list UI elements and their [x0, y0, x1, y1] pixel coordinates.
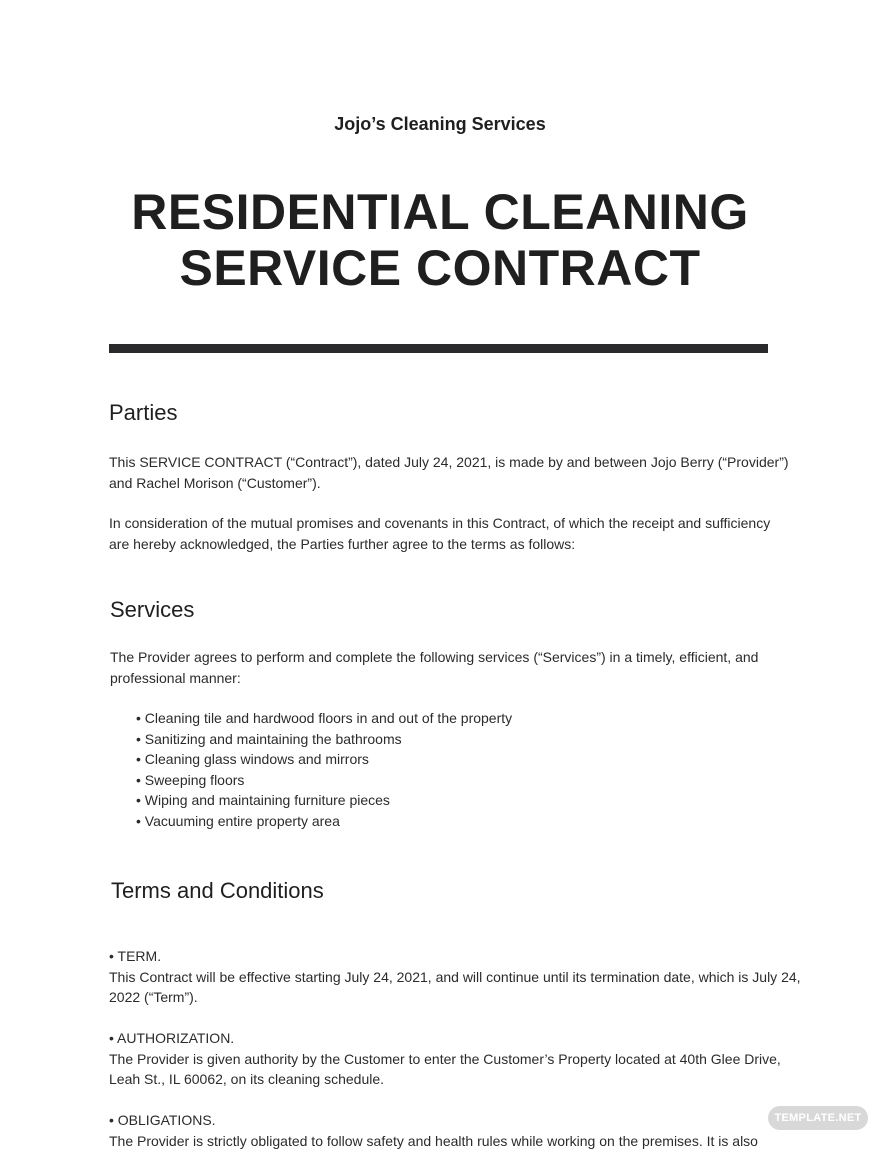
- text-line: The Provider agrees to perform and complete the following services (“Services”) in a timely, efficient, and: [110, 647, 758, 668]
- text-line: 2022 (“Term”).: [109, 987, 801, 1008]
- services-list: [136, 708, 512, 831]
- template-watermark: TEMPLATE.NET: [768, 1106, 868, 1130]
- authorization-clause: [109, 1028, 781, 1090]
- obligations-clause: [109, 1110, 758, 1151]
- text-line: The Provider is strictly obligated to follow safety and health rules while working on the premises. It is also: [109, 1131, 758, 1151]
- list-item: • Cleaning tile and hardwood floors in and out of the property: [136, 708, 512, 729]
- text-line: This Contract will be effective starting July 24, 2021, and will continue until its termination date, which is July 24,: [109, 967, 801, 988]
- term-label: • TERM.: [109, 946, 801, 967]
- terms-heading: Terms and Conditions: [111, 878, 324, 904]
- list-item: • Cleaning glass windows and mirrors: [136, 749, 512, 770]
- parties-heading: Parties: [109, 400, 177, 426]
- obligations-label: • OBLIGATIONS.: [109, 1110, 758, 1131]
- list-item: • Sanitizing and maintaining the bathrooms: [136, 729, 512, 750]
- list-item: • Vacuuming entire property area: [136, 811, 512, 832]
- list-item: • Sweeping floors: [136, 770, 512, 791]
- services-intro: [110, 647, 758, 688]
- text-line: The Provider is given authority by the Customer to enter the Customer’s Property located at 40th Glee Drive,: [109, 1049, 781, 1070]
- authorization-label: • AUTHORIZATION.: [109, 1028, 781, 1049]
- text-line: Leah St., IL 60062, on its cleaning schedule.: [109, 1069, 781, 1090]
- text-line: In consideration of the mutual promises and covenants in this Contract, of which the receipt and sufficiency: [109, 513, 770, 534]
- text-line: and Rachel Morison (“Customer”).: [109, 473, 789, 494]
- title-divider: [109, 344, 768, 353]
- title-line-2: SERVICE CONTRACT: [0, 240, 880, 296]
- parties-paragraph-2: [109, 513, 770, 554]
- text-line: This SERVICE CONTRACT (“Contract”), dated July 24, 2021, is made by and between Jojo Berry (“Provider”): [109, 452, 789, 473]
- services-heading: Services: [110, 597, 194, 623]
- text-line: professional manner:: [110, 668, 758, 689]
- term-clause: [109, 946, 801, 1008]
- company-name: Jojo’s Cleaning Services: [0, 114, 880, 135]
- list-item: • Wiping and maintaining furniture pieces: [136, 790, 512, 811]
- parties-paragraph-1: [109, 452, 789, 493]
- document-title: [0, 184, 880, 296]
- text-line: are hereby acknowledged, the Parties further agree to the terms as follows:: [109, 534, 770, 555]
- title-line-1: RESIDENTIAL CLEANING: [0, 184, 880, 240]
